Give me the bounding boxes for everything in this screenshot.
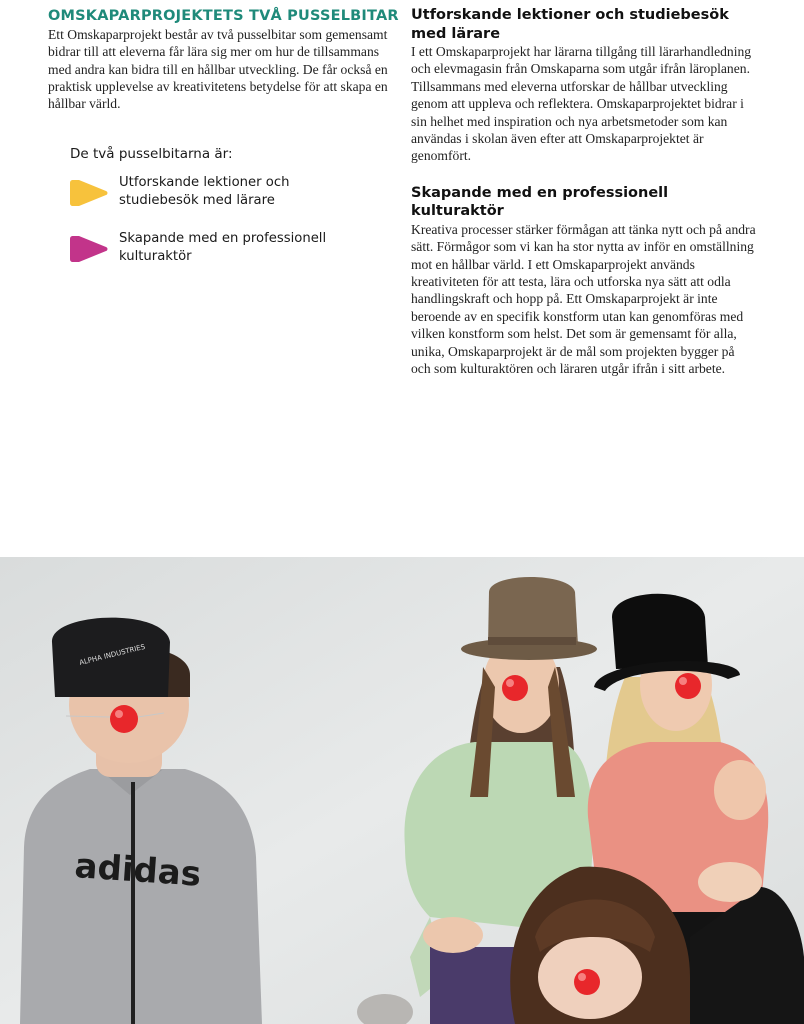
intro-column [48, 6, 399, 112]
yellow-arrow-icon [70, 178, 108, 208]
photo-illustration [0, 557, 804, 1024]
photo-children-clown-noses [0, 557, 804, 1024]
puzzle-pieces-title: De två pusselbitarna är: [70, 146, 233, 162]
puzzle-piece-item [70, 230, 370, 286]
intro-paragraph: Ett Omskaparprojekt består av två pusselbitar som gemensamt bidrar till att eleverna får lära sig mer om hur de tillsammans med andra kan bidra till en hållbar utveckling. De får också en praktisk upplevelse av kreativitetens betydelse för att skapa en hållbar värld. [48, 27, 388, 112]
puzzle-piece-label: Utforskande lektioner och studiebesök med lärare [119, 175, 290, 208]
section-paragraph: I ett Omskaparprojekt har lärarna tillgång till lärarhandledning och elevmagasin från Omskaparna som utgår ifrån läroplanen. Tillsammans med eleverna utforskar de hållbar utveckling genom att uppleva och reflektera. Omskaparprojektet bidrar i sin helhet med inspiration och nya arbetsmetoder som kan användas i skolan även efter att Omskaparprojektet är genomfört. [411, 44, 752, 164]
section-paragraph: Kreativa processer stärker förmågan att tänka nytt och på andra sätt. Förmågor som vi kan ha stor nytta av inför en omställning mot en hållbar värld. I ett Omskaparprojekt används kreativiteten för att testa, lära och utforska nya sätt att odla handlingskraft och hopp på. Ett Omskaparprojekt är inte beroende av en specifik konstform utan kan genomföras med vilken konstform som helst. Det som är gemensamt för alla, unika, Omskaparprojekt är de mål som projekten bygger på och som kulturaktören och läraren utgår ifrån i sitt arbete. [411, 221, 756, 377]
page-heading: OMSKAPARPROJEKTETS TVÅ PUSSELBITAR [48, 8, 399, 24]
section-heading: Skapande med en professionell kulturaktör [411, 184, 669, 220]
puzzle-piece-item [70, 174, 370, 230]
sections-column [411, 6, 756, 378]
magenta-arrow-icon [70, 234, 108, 264]
hoodie-text: adidas [73, 846, 203, 895]
puzzle-pieces-box [70, 146, 370, 286]
hat-logo-text: ALPHA INDUSTRIES [78, 642, 146, 667]
section-heading: Utforskande lektioner och studiebesök med lärare [411, 7, 729, 42]
puzzle-piece-label: Skapande med en professionell kulturaktör [119, 231, 327, 264]
